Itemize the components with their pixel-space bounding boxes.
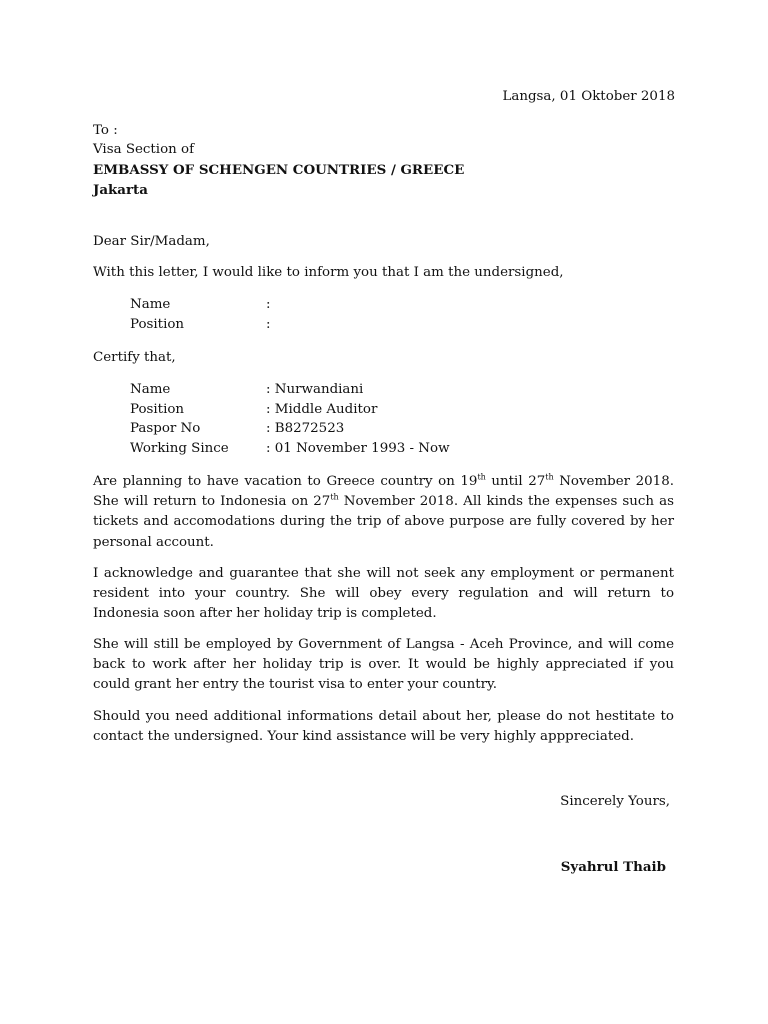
person-working-since-value: : 01 November 1993 - Now [266,441,450,456]
paragraph-guarantee: I acknowledge and guarantee that she will not seek any employment or permanent resident into your country. She will obey every regulation and will return to Indonesia soon after her holiday trip is completed. [93,566,674,622]
to-label: To : [93,123,118,138]
person-position-value: : Middle Auditor [266,402,378,417]
undersigned-name-label: Name [130,297,171,312]
paragraph-vacation: Are planning to have vacation to Greece country on 19th until 27th November 2018. She will return to Indonesia on 27th November 2018. All kinds the expenses such as tickets and accomodations during the trip of above purpose are fully covered by her personal account. [93,472,674,550]
paragraph-employment: She will still be employed by Government of Langsa - Aceh Province, and will come back to work after her holiday trip is over. It would be highly appreciated if you could grant her entry the tourist visa to enter your country. [93,637,674,693]
salutation: Dear Sir/Madam, [93,234,210,249]
person-passport-label: Paspor No [130,421,201,436]
paragraph-contact: Should you need additional informations detail about her, please do not hestitate to contact the undersigned. Your kind assistance will be very highly apppreciated. [93,709,674,745]
recipient-city: Jakarta [93,182,148,198]
undersigned-position-value: : [266,317,271,332]
signer-name: Syahrul Thaib [560,859,666,875]
undersigned-position-label: Position [130,317,185,332]
recipient-line-1: Visa Section of [93,142,195,157]
person-passport-value: : B8272523 [266,421,345,436]
person-name-value: : Nurwandiani [266,382,364,397]
undersigned-name-value: : [266,297,271,312]
closing: Sincerely Yours, [560,794,670,809]
person-name-label: Name [130,382,171,397]
person-working-since-label: Working Since [130,441,229,456]
certify-text: Certify that, [93,350,176,365]
intro-text: With this letter, I would like to inform you that I am the undersigned, [93,265,564,280]
recipient-embassy: EMBASSY OF SCHENGEN COUNTRIES / GREECE [93,162,465,178]
person-position-label: Position [130,402,185,417]
place-date: Langsa, 01 Oktober 2018 [502,89,675,104]
